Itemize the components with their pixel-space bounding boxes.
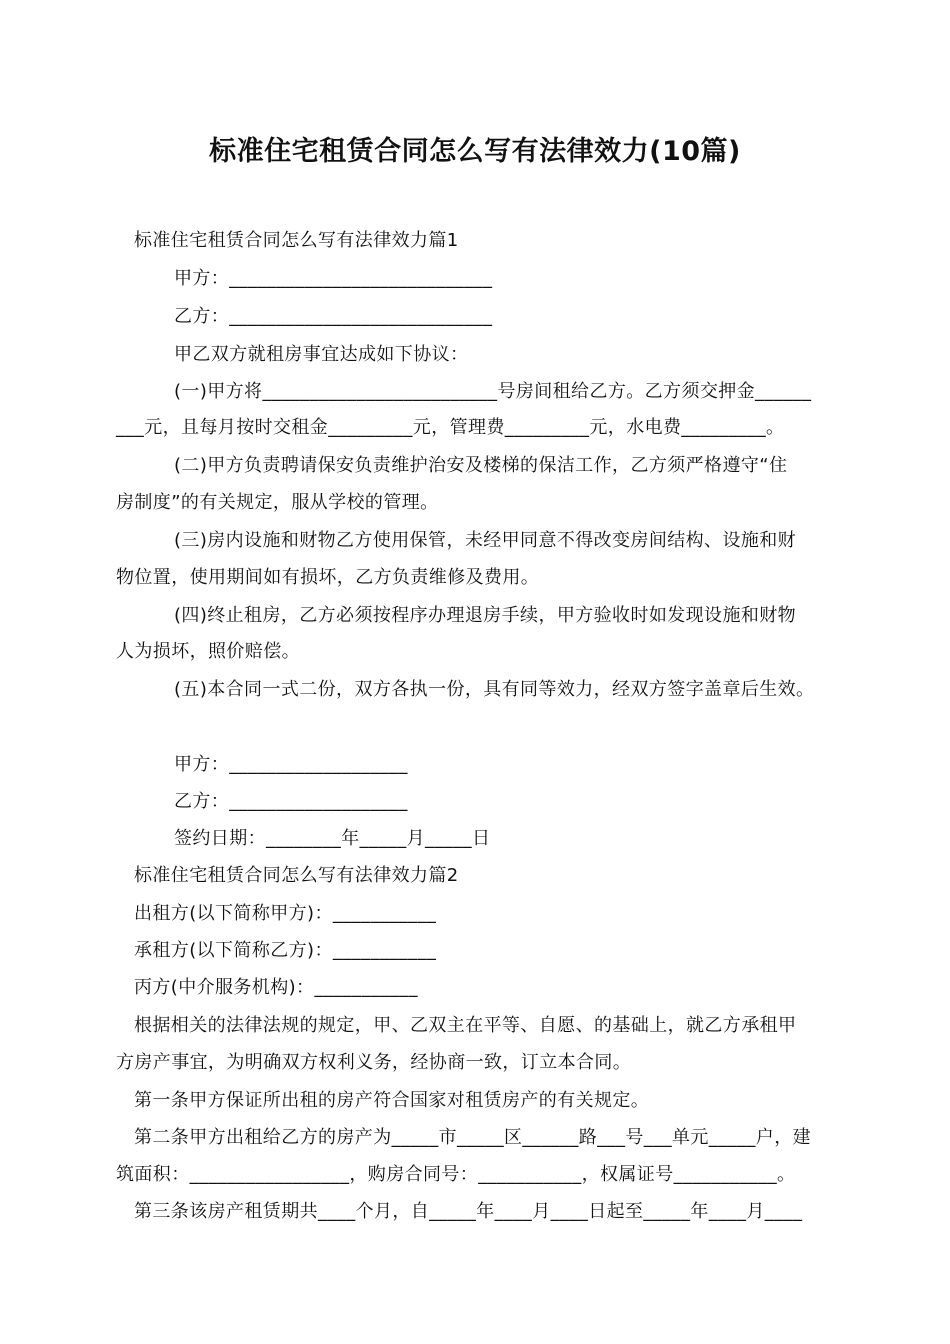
clause-4-line-2: 人为损坏，照价赔偿。	[116, 641, 300, 662]
clause-1-line-2: ___元，且每月按时交租金_________元，管理费_________元，水电费_________。	[116, 417, 785, 438]
signature-party-a: 甲方：___________________	[174, 754, 408, 775]
preamble-line-1: 根据相关的法律法规的规定，甲、乙双主在平等、自愿、的基础上，就乙方承租甲	[134, 1015, 797, 1036]
lessee-field: 承租方(以下简称乙方)：___________	[134, 940, 437, 961]
article-2-line-1: 第二条甲方出租给乙方的房产为_____市_____区______路___号___单元_____户，建	[134, 1127, 811, 1148]
section-heading: 标准住宅租赁合同怎么写有法律效力篇1	[134, 230, 459, 251]
clause-1-line-1: (一)甲方将_________________________号房间租给乙方。乙方须交押金______	[174, 381, 812, 402]
article-3-line-1: 第三条该房产租赁期共____个月，自_____年____月____日起至_____年____月____	[134, 1201, 803, 1222]
clause-3-line-1: (三)房内设施和财物乙方使用保管，未经甲同意不得改变房间结构、设施和财	[174, 530, 797, 551]
preamble-line-2: 方房产事宜，为明确双方权利义务，经协商一致，订立本合同。	[116, 1052, 632, 1073]
article-2-line-2: 筑面积：_________________，购房合同号：___________，权属证号___________。	[116, 1164, 796, 1185]
article-1: 第一条甲方保证所出租的房产符合国家对租赁房产的有关规定。	[134, 1090, 650, 1111]
clause-4-line-1: (四)终止租房，乙方必须按程序办理退房手续，甲方验收时如发现设施和财物	[174, 605, 797, 626]
clause-2-line-1: (二)甲方负责聘请保安负责维护治安及楼梯的保洁工作，乙方须严格遵守“住	[174, 455, 788, 476]
clause-3-line-2: 物位置，使用期间如有损坏，乙方负责维修及费用。	[116, 567, 540, 588]
clause-2-line-2: 房制度”的有关规定，服从学校的管理。	[116, 492, 439, 513]
document-title: 标准住宅租赁合同怎么写有法律效力(10篇)	[209, 136, 741, 167]
clause-5: (五)本合同一式二份，双方各执一份，具有同等效力，经双方签字盖章后生效。	[174, 679, 815, 700]
section-heading: 标准住宅租赁合同怎么写有法律效力篇2	[134, 865, 459, 886]
agent-field: 丙方(中介服务机构)：___________	[134, 977, 418, 998]
intro-paragraph: 甲乙双方就租房事宜达成如下协议：	[174, 344, 469, 365]
signature-party-b: 乙方：___________________	[174, 791, 408, 812]
signing-date: 签约日期：________年_____月_____日	[174, 828, 491, 849]
party-b-field: 乙方：____________________________	[174, 306, 493, 327]
party-a-field: 甲方：____________________________	[174, 268, 493, 289]
lessor-field: 出租方(以下简称甲方)：___________	[134, 903, 437, 924]
